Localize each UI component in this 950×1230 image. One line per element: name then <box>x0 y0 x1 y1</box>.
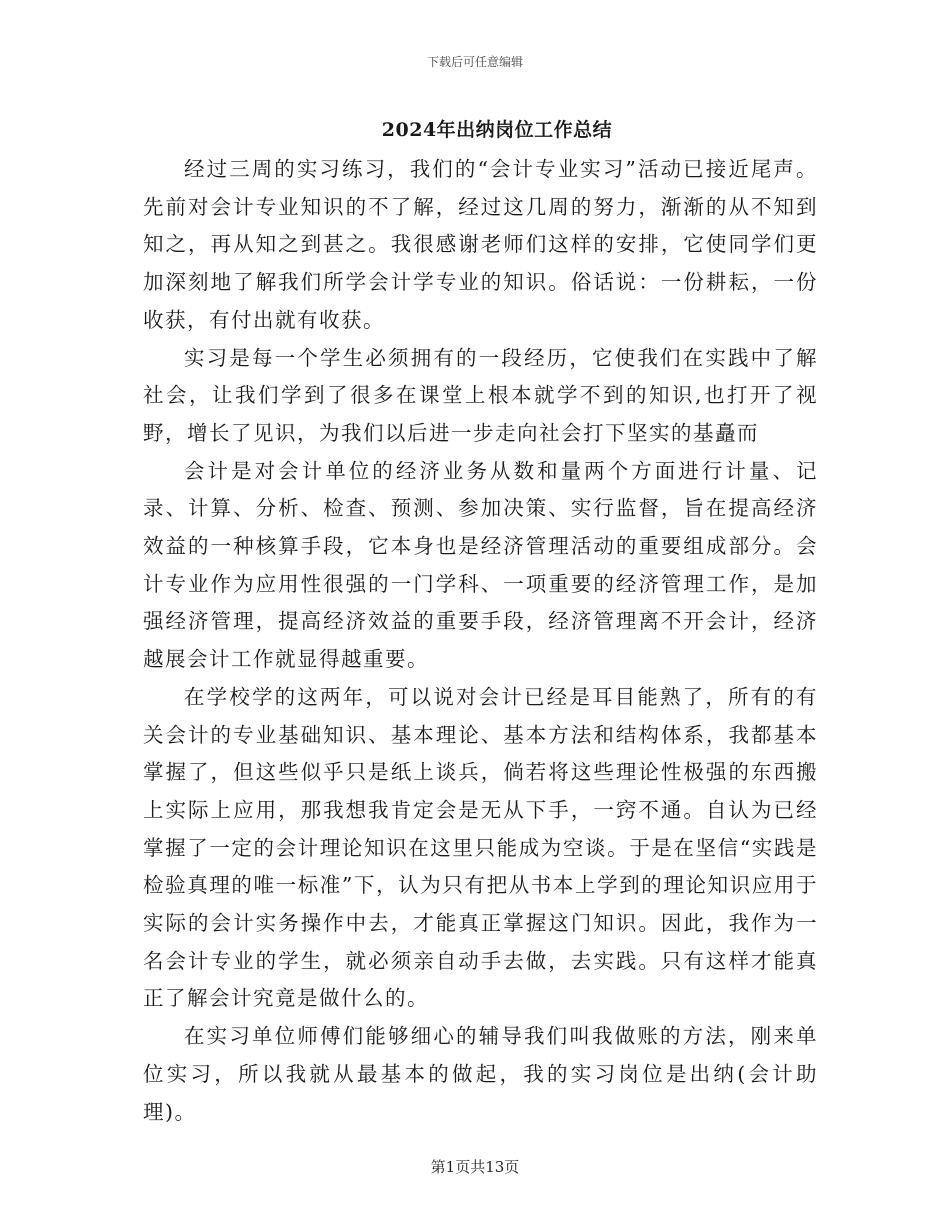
page-number: 第1页共13页 <box>430 1158 520 1176</box>
paragraph-3: 会计是对会计单位的经济业务从数和量两个方面进行计量、记录、计算、分析、检查、预测、参加决策、实行监督，旨在提高经济效益的一种核算手段，它本身也是经济管理活动的重要组成部分。会计专业作为应用性很强的一门学科、一项重要的经济管理工作，是加强经济管理，提高经济效益的重要手段，经济管理离不开会计，经济越展会计工作就显得越重要。 <box>143 458 818 672</box>
document-body <box>143 151 818 1131</box>
paragraph-5: 在实习单位师傅们能够细心的辅导我们叫我做账的方法，刚来单位实习，所以我就从最基本的做起，我的实习岗位是出纳(会计助理)。 <box>143 1024 818 1124</box>
paragraph-2: 实习是每一个学生必须拥有的一段经历，它使我们在实践中了解社会，让我们学到了很多在课堂上根本就学不到的知识,也打开了视野，增长了见识，为我们以后进一步走向社会打下坚实的基矗而 <box>143 345 818 445</box>
page-header-note: 下载后可任意编辑 <box>426 55 523 69</box>
paragraph-4: 在学校学的这两年，可以说对会计已经是耳目能熟了，所有的有关会计的专业基础知识、基本理论、基本方法和结构体系，我都基本掌握了，但这些似乎只是纸上谈兵，倘若将这些理论性极强的东西搬上实际上应用，那我想我肯定会是无从下手，一窍不通。自认为已经掌握了一定的会计理论知识在这里只能成为空谈。于是在坚信“实践是检验真理的唯一标准”下，认为只有把从书本上学到的理论知识应用于实际的会计实务操作中去，才能真正掌握这门知识。因此，我作为一名会计专业的学生，就必须亲自动手去做，去实践。只有这样才能真正了解会计究竟是做什么的。 <box>143 684 818 1011</box>
document-title: 2024年出纳岗位工作总结 <box>381 119 613 141</box>
paragraph-1: 经过三周的实习练习，我们的“会计专业实习”活动已接近尾声。先前对会计专业知识的不了解，经过这几周的努力，渐渐的从不知到知之，再从知之到甚之。我很感谢老师们这样的安排，它使同学们更加深刻地了解我们所学会计学专业的知识。俗话说：一份耕耘，一份收获，有付出就有收获。 <box>143 157 818 332</box>
